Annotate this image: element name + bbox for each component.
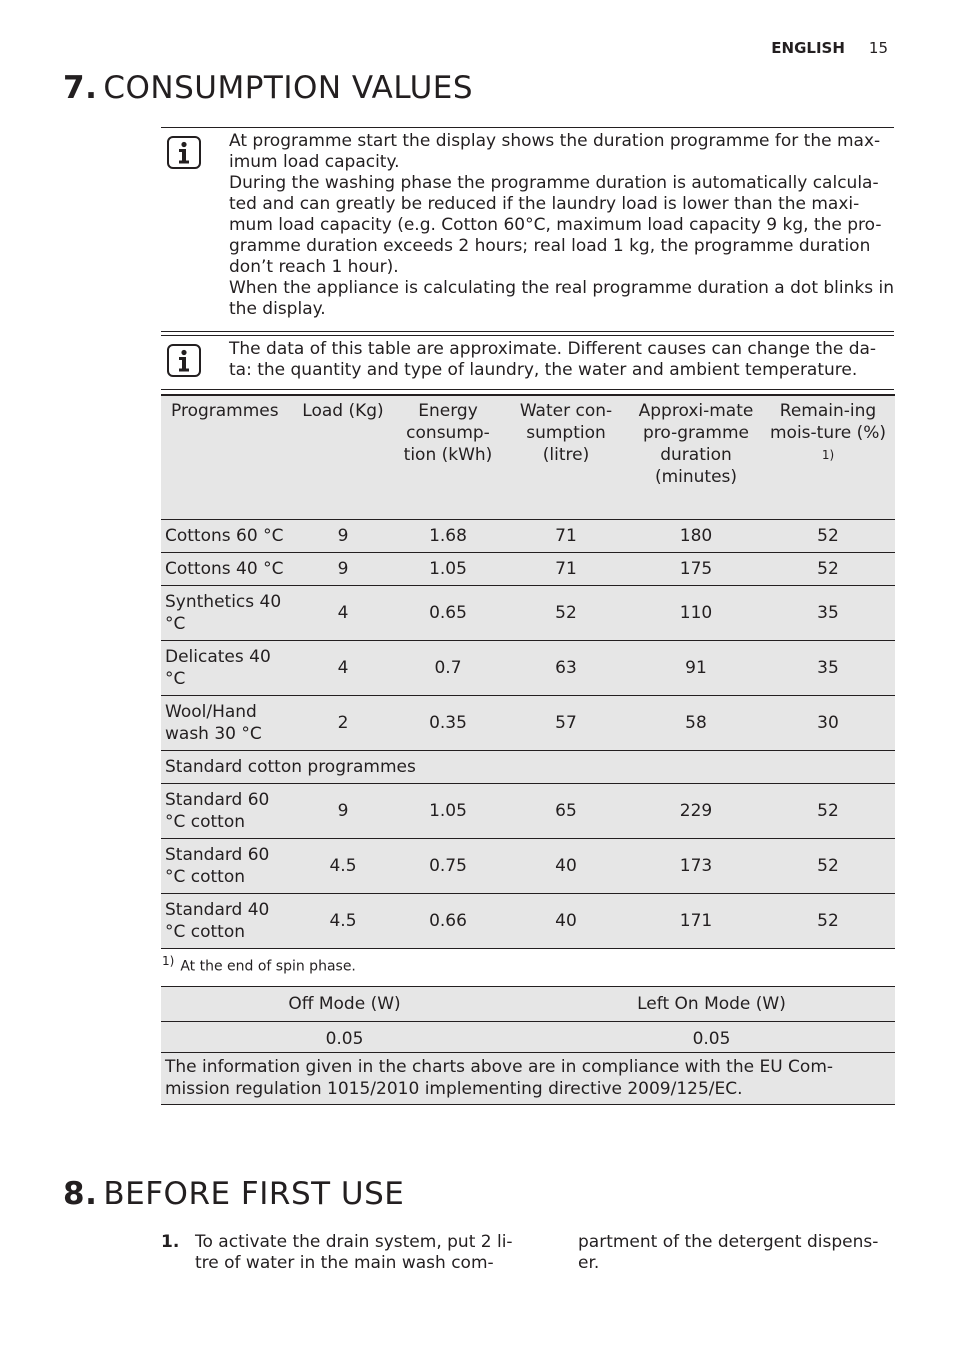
cell-energy: 0.65 [395, 585, 501, 640]
cell-water: 52 [501, 585, 631, 640]
cell-load: 9 [291, 552, 395, 585]
cell-water: 40 [501, 893, 631, 948]
cell-load: 4.5 [291, 838, 395, 893]
note1-paragraph-2: During the washing phase the programme duration is automatically calcula-ted and can greatly be reduced if the laundry load is lower than the maxi-mum load capacity (e.g. Cotton 60°C, maximum load capacity 9 kg, the pro-gramme duration exceeds 2 hours; real load 1 kg, the programme duration don’t reach 1 hour). [229, 173, 882, 277]
cell-duration: 173 [631, 838, 761, 893]
table-row [161, 585, 895, 640]
header-moisture [761, 395, 895, 519]
info-note-duration [161, 127, 894, 332]
cell-energy: 0.7 [395, 640, 501, 695]
note1-paragraph-1: At programme start the display shows the duration programme for the max-imum load capacity. [229, 131, 881, 172]
off-mode-value: 0.05 [161, 1022, 528, 1057]
section-8-number: 8. [63, 1176, 98, 1212]
table-row [161, 640, 895, 695]
cell-moisture: 52 [761, 893, 895, 948]
cell-load: 4 [291, 640, 395, 695]
cell-moisture: 35 [761, 640, 895, 695]
table-row [161, 838, 895, 893]
section-7-number: 7. [63, 70, 98, 106]
header-load: Load (Kg) [291, 395, 395, 519]
footnote-text: At the end of spin phase. [180, 958, 356, 975]
cell-load: 9 [291, 783, 395, 838]
step-1-text-a: To activate the drain system, put 2 li-tre of water in the main wash com- [195, 1232, 513, 1273]
header-moisture-text: Remain-ing mois-ture (%) [769, 401, 886, 443]
power-header-row [161, 987, 895, 1022]
table-footnote [162, 954, 356, 975]
section-8-title-text: BEFORE FIRST USE [103, 1176, 405, 1212]
info-icon [167, 344, 201, 377]
cell-duration: 175 [631, 552, 761, 585]
step-1-number: 1. [161, 1232, 180, 1252]
table-row [161, 695, 895, 750]
header-programmes: Programmes [161, 395, 291, 519]
left-on-mode-value: 0.05 [528, 1022, 895, 1057]
cell-name: Wool/Hand wash 30 °C [161, 695, 291, 750]
cell-moisture: 52 [761, 519, 895, 552]
section-8-title [63, 1176, 404, 1212]
cell-load: 9 [291, 519, 395, 552]
cell-load: 2 [291, 695, 395, 750]
moisture-footnote-mark: 1) [821, 448, 835, 462]
info-icon [167, 136, 201, 169]
section-7-title [63, 70, 473, 106]
cell-water: 71 [501, 519, 631, 552]
left-on-mode-label: Left On Mode (W) [528, 987, 895, 1022]
cell-name: Delicates 40 °C [161, 640, 291, 695]
cell-water: 40 [501, 838, 631, 893]
cell-water: 57 [501, 695, 631, 750]
cell-moisture: 52 [761, 838, 895, 893]
cell-energy: 1.05 [395, 783, 501, 838]
page-number: 15 [868, 39, 888, 57]
cell-energy: 0.66 [395, 893, 501, 948]
cell-water: 71 [501, 552, 631, 585]
cell-water: 63 [501, 640, 631, 695]
group-label-row [161, 750, 895, 783]
cell-load: 4 [291, 585, 395, 640]
note1-paragraph-3: When the appliance is calculating the real programme duration a dot blinks in the display. [229, 278, 895, 319]
cell-duration: 229 [631, 783, 761, 838]
cell-duration: 91 [631, 640, 761, 695]
header-duration: Approxi-mate pro-gramme duration (minutes) [631, 395, 761, 519]
cell-energy: 0.35 [395, 695, 501, 750]
cell-moisture: 52 [761, 783, 895, 838]
compliance-note: The information given in the charts above are in compliance with the EU Com-mission regulation 1015/2010 implementing directive 2009/125/EC. [161, 1052, 895, 1105]
cell-duration: 171 [631, 893, 761, 948]
note2-text: The data of this table are approximate. Different causes can change the da-ta: the quantity and type of laundry, the water and ambient temperature. [229, 339, 877, 380]
cell-load: 4.5 [291, 893, 395, 948]
cell-energy: 1.68 [395, 519, 501, 552]
footnote-mark: 1) [162, 954, 175, 968]
table-row [161, 783, 895, 838]
cell-moisture: 52 [761, 552, 895, 585]
table-row [161, 519, 895, 552]
header-language: ENGLISH [771, 39, 845, 57]
cell-name: Standard 60 °C cotton [161, 783, 291, 838]
cell-name: Standard 60 °C cotton [161, 838, 291, 893]
cell-duration: 110 [631, 585, 761, 640]
cell-moisture: 35 [761, 585, 895, 640]
table-row [161, 552, 895, 585]
consumption-table [161, 394, 895, 949]
cell-name: Synthetics 40 °C [161, 585, 291, 640]
step-1-text-b: partment of the detergent dispens-er. [578, 1232, 879, 1273]
cell-duration: 180 [631, 519, 761, 552]
cell-name: Standard 40 °C cotton [161, 893, 291, 948]
off-mode-label: Off Mode (W) [161, 987, 528, 1022]
table-header-row [161, 395, 895, 519]
section-7-title-text: CONSUMPTION VALUES [103, 70, 474, 106]
info-note-approximate [161, 335, 894, 390]
cell-duration: 58 [631, 695, 761, 750]
cell-water: 65 [501, 783, 631, 838]
cell-name: Cottons 40 °C [161, 552, 291, 585]
table-row [161, 893, 895, 948]
cell-energy: 0.75 [395, 838, 501, 893]
page-header [771, 39, 888, 57]
header-water: Water con-sumption (litre) [501, 395, 631, 519]
cell-name: Cottons 60 °C [161, 519, 291, 552]
power-table [161, 986, 895, 1057]
header-energy: Energy consump-tion (kWh) [395, 395, 501, 519]
group-label: Standard cotton programmes [161, 750, 895, 783]
cell-energy: 1.05 [395, 552, 501, 585]
cell-moisture: 30 [761, 695, 895, 750]
